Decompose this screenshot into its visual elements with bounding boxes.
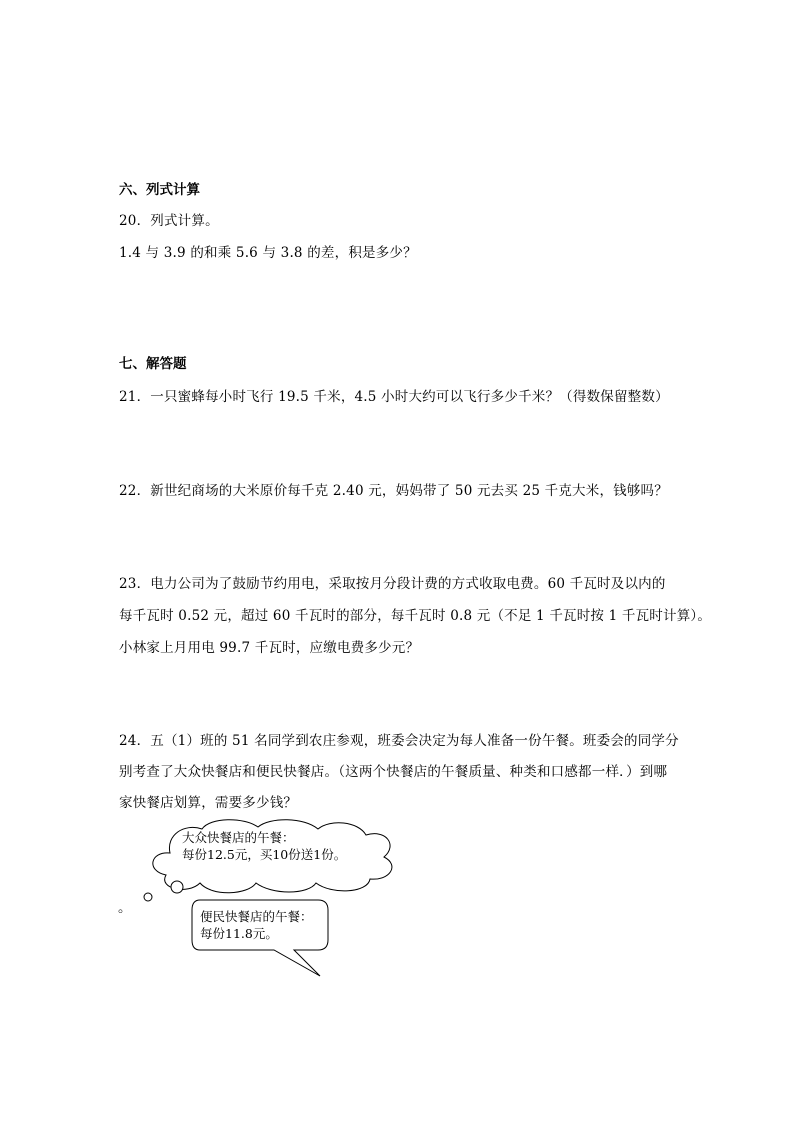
question-21-text: 21．一只蜜蜂每小时飞行 19.5 千米，4.5 小时大约可以飞行多少千米？（得数保留整数） [119, 389, 669, 405]
thought-dot-small [144, 893, 152, 901]
thought-dot-large [171, 881, 183, 893]
section-heading-6: 六、列式计算 [119, 182, 200, 198]
speech-text-line-2: 每份11.8元。 [200, 926, 278, 941]
question-24-line-2: 别考查了大众快餐店和便民快餐店。（这两个快餐店的午餐质量、种类和口感都一样．）到哪 [119, 764, 668, 780]
cloud-text-line-1: 大众快餐店的午餐： [182, 830, 295, 845]
question-22-text: 22．新世纪商场的大米原价每千克 2.40 元，妈妈带了 50 元去买 25 千克大米，钱够吗？ [119, 483, 668, 499]
question-23-line-2: 每千瓦时 0.52 元，超过 60 千瓦时的部分，每千瓦时 0.8 元（不足 1 千瓦时按 1 千瓦时计算）。 [119, 608, 712, 624]
section-heading-7: 七、解答题 [119, 356, 187, 372]
question-20-text: 1.4 与 3.9 的和乘 5.6 与 3.8 的差，积是多少？ [119, 245, 417, 261]
stray-period: 。 [118, 900, 132, 916]
question-24-line-1: 24．五（1）班的 51 名同学到农庄参观，班委会决定为每人准备一份午餐。班委会的同学分 [119, 733, 679, 749]
cloud-text-line-2: 每份12.5元，买10份送1份。 [182, 847, 347, 862]
speech-text-line-1: 便民快餐店的午餐： [200, 909, 313, 924]
question-20-title: 20．列式计算。 [119, 213, 219, 229]
question-24-line-3: 家快餐店划算，需要多少钱？ [119, 795, 298, 811]
question-23-line-1: 23．电力公司为了鼓励节约用电，采取按月分段计费的方式收取电费。60 千瓦时及以内的 [119, 576, 666, 592]
question-23-line-3: 小林家上月用电 99.7 千瓦时，应缴电费多少元？ [119, 640, 420, 656]
